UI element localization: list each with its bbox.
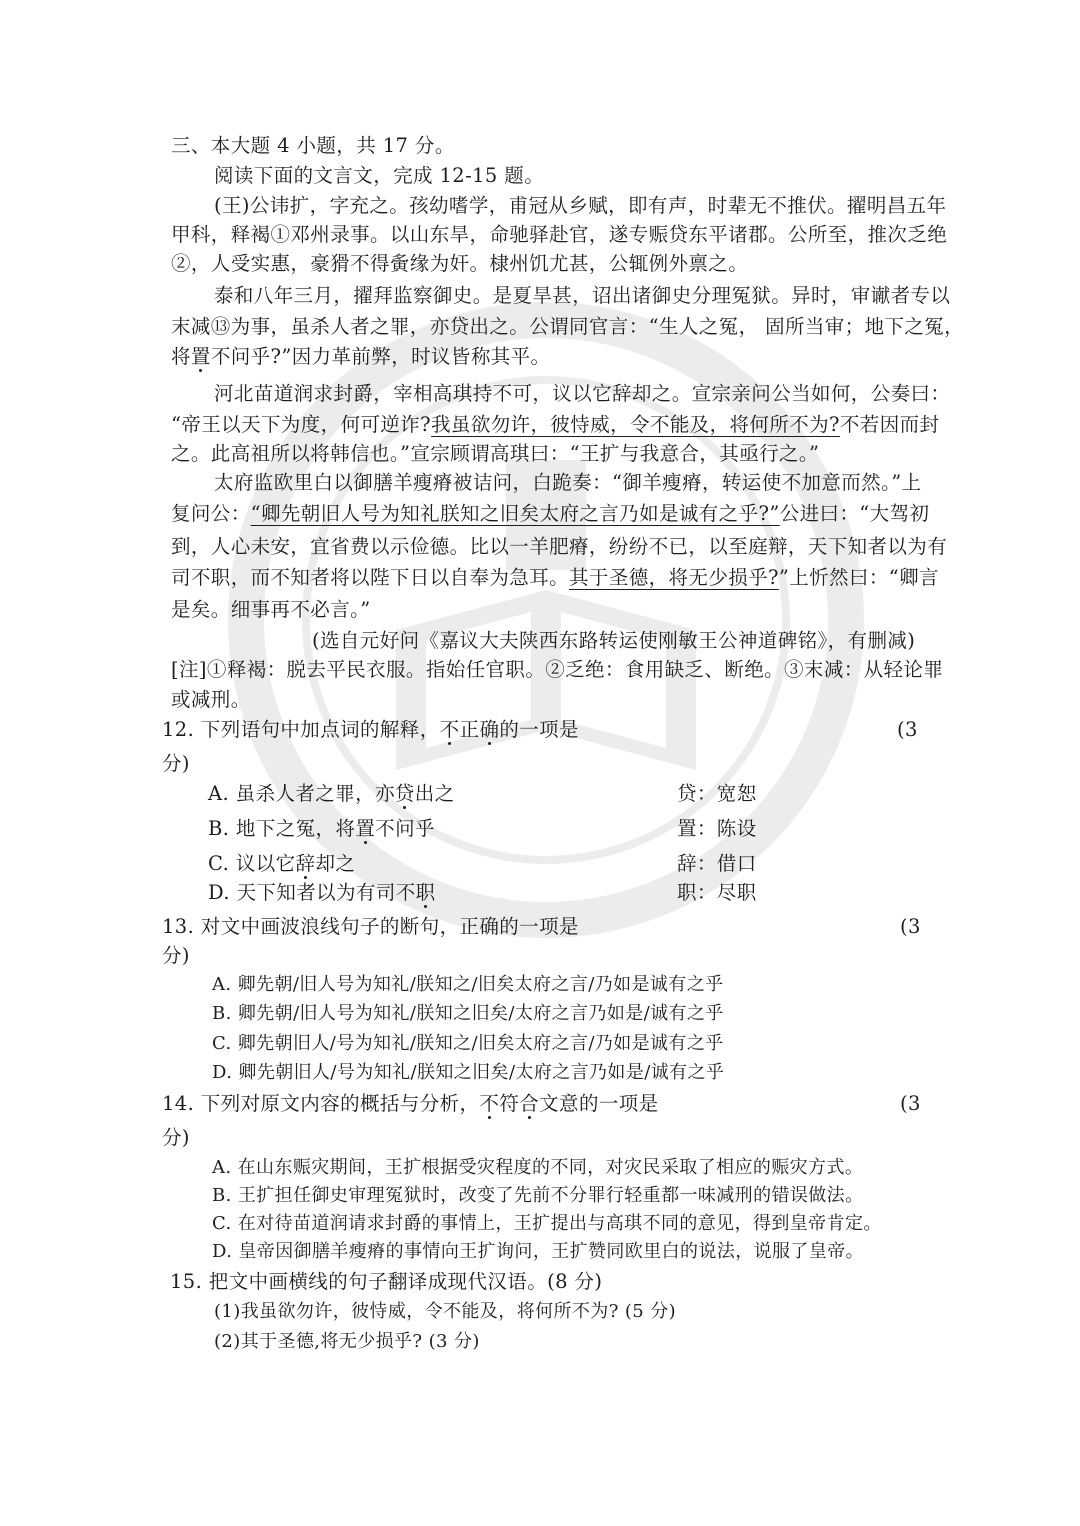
dotted-word: 置 [190,345,211,368]
stem-text: 符 [499,1092,520,1115]
q12-option-c[interactable] [208,850,355,878]
wavy-line-sentence: “卿先朝旧人号为知礼朕知之旧矣太府之言乃如是诚有之乎?” [250,502,780,525]
underlined-sentence-1: 我虽欲勿许，彼恃威，令不能及，将何所不为? [431,413,840,436]
question-15-stem: 15. 把文中画横线的句子翻译成现代汉语。(8 分) [170,1270,603,1293]
dotted-word: 职 [415,881,436,904]
passage-note: 或减刑。 [171,688,251,711]
dotted-word: 不 [479,1092,500,1115]
q13-option-a[interactable]: A. 卿先朝/旧人号为知礼/朕知之/旧矣太府之言/乃如是诚有之乎 [212,974,724,995]
q15-item-2: (2)其于圣德,将无少损乎? (3 分) [214,1331,480,1352]
dotted-word: 合 [519,1092,540,1115]
passage-line: 太府监欧里白以御膳羊瘦瘠被诘问，白跪奏：“御羊瘦瘠，转运使不加意而然。”上 [214,471,922,494]
underlined-sentence-2: 其于圣德，将无少损乎? [569,566,779,589]
q12-option-a[interactable] [208,780,455,808]
passage-line: 泰和八年三月，擢拜监察御史。是夏旱甚，诏出诸御史分理冤狱。异时，审谳者专以 [214,284,951,307]
q12-option-c-gloss: 辞：借口 [677,852,757,875]
question-14-score: (3 [900,1092,921,1115]
passage-line: 甲科，释褐①邓州录事。以山东旱，命驰驿赴官，遂专赈贷东平诸郡。公所至，推次乏绝 [171,223,948,246]
passage-line: 到，人心未安，宜省费以示俭德。比以一羊肥瘠，纷纷不已，以至庭辩，天下知者以为有 [171,535,948,558]
dotted-word: 不 [439,718,460,741]
passage-line [171,564,939,592]
option-text: D. 天下知者以为有司不 [208,881,416,904]
passage-line: 河北苗道润求封爵，宰相高琪持不可，议以它辞却之。宣宗亲问公当如何，公奏曰： [214,382,951,405]
passage-line: 末减⑬为事，虽杀人者之罪，亦贷出之。公谓同官言：“生人之冤， 固所当审；地下之冤， [171,315,965,338]
passage-text: ”上忻然曰：“卿言 [778,566,939,589]
passage-line [171,411,939,439]
option-text: 却之 [315,852,356,875]
question-14-stem [162,1090,659,1118]
passage-source: (选自元好问《嘉议大夫陕西东路转运使刚敏王公神道碑铭》，有删减) [312,629,916,652]
passage-text: 将 [171,345,191,368]
q13-option-c[interactable]: C. 卿先朝旧人/号为知礼/朕知之/旧矣太府之言/乃如是诚有之乎 [212,1033,724,1054]
section-instruction: 阅读下面的文言文，完成 12-15 题。 [214,164,545,187]
q14-option-a[interactable]: A. 在山东赈灾期间，王扩根据受灾程度的不同，对灾民采取了相应的赈灾方式。 [212,1157,864,1178]
q12-option-d[interactable] [208,879,436,907]
passage-line: ②，人受实惠，豪猾不得夤缘为奸。棣州饥尤甚，公辄例外禀之。 [171,252,749,275]
dotted-word: 置 [355,817,376,840]
question-13-score: (3 [900,915,921,938]
passage-text: “帝王以天下为度，何可逆诈? [171,413,432,436]
question-12-score: 分) [162,752,190,775]
option-text: B. 地下之冤，将 [208,817,356,840]
passage-text: 公进曰：“大驾初 [779,502,930,525]
q12-option-d-gloss: 职：尽职 [677,881,757,904]
passage-line [171,500,929,528]
option-text: C. 议以它 [208,852,296,875]
option-text: 出之 [414,782,455,805]
stem-text: 的一项是 [499,718,579,741]
passage-line [171,343,550,371]
question-12-stem [162,716,579,744]
stem-text: 12. 下列语句中加点词的解释， [162,718,440,741]
q12-option-b-gloss: 置：陈设 [677,817,757,840]
passage-note: [注]①释褐：脱去平民衣服。指始任官职。②乏绝：食用缺乏、断绝。③末减：从轻论罪 [171,658,944,681]
question-14-score: 分) [162,1126,190,1149]
q13-option-d[interactable]: D. 卿先朝旧人/号为知礼/朕知之旧矣/太府之言乃如是/诚有之乎 [212,1062,725,1083]
q12-option-a-gloss: 贷：宽恕 [677,782,757,805]
option-text: A. 虽杀人者之罪，亦 [208,782,395,805]
stem-text: 正 [459,718,480,741]
dotted-word: 确 [479,718,500,741]
q14-option-c[interactable]: C. 在对待苗道润请求封爵的事情上，王扩提出与高琪不同的意见，得到皇帝肯定。 [212,1213,882,1234]
q13-option-b[interactable]: B. 卿先朝/旧人号为知礼/朕知之旧矣/太府之言乃如是/诚有之乎 [212,1003,724,1024]
q15-item-1: (1)我虽欲勿许，彼恃威，令不能及，将何所不为? (5 分) [214,1301,677,1322]
passage-text: 司不职，而不知者将以陛下日以自奉为急耳。 [171,566,570,589]
dotted-word: 贷 [394,782,415,805]
question-12-score: (3 [897,718,918,741]
passage-text: 复问公： [171,502,251,525]
q14-option-d[interactable]: D. 皇帝因御膳羊瘦瘠的事情向王扩询问，王扩赞同欧里白的说法，说服了皇帝。 [212,1241,865,1262]
passage-line: 是矣。细事再不必言。” [171,598,371,621]
q12-option-b[interactable] [208,815,435,843]
section-heading: 三、本大题 4 小题，共 17 分。 [171,134,455,157]
passage-line: (王)公讳扩，字充之。孩幼嗜学，甫冠从乡赋，即有声，时辈无不推伏。擢明昌五年 [214,194,947,217]
passage-line: 之。此高祖所以将韩信也。”宣宗顾谓高琪曰：“王扩与我意合，其亟行之。” [171,442,820,465]
stem-text: 文意的一项是 [539,1092,659,1115]
question-13-score: 分) [162,944,190,967]
dotted-word: 辞 [295,852,316,875]
q14-option-b[interactable]: B. 王扩担任御史审理冤狱时，改变了先前不分罪行轻重都一味减刑的错误做法。 [212,1185,864,1206]
question-13-stem: 13. 对文中画波浪线句子的断句，正确的一项是 [162,915,579,938]
passage-text: 不若因而封 [839,413,940,436]
option-text: 不问乎 [375,817,435,840]
passage-text: 不问乎?”因力革前弊，时议皆称其平。 [210,345,551,368]
stem-text: 14. 下列对原文内容的概括与分析， [162,1092,480,1115]
